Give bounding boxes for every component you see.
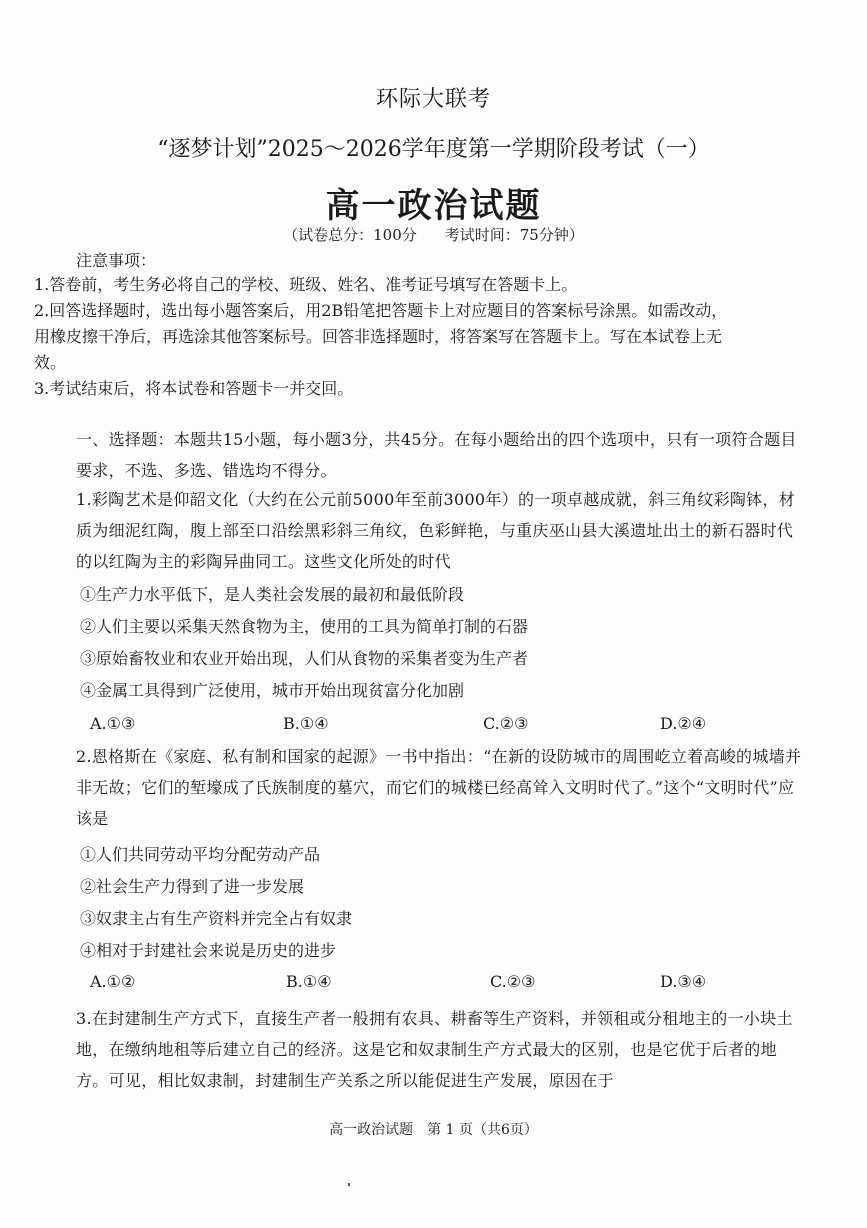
option-d[interactable]: D.③④ bbox=[660, 972, 707, 991]
question-statement: ③奴隶主占有生产资料并完全占有奴隶 bbox=[80, 909, 353, 928]
question-statement: ④金属工具得到广泛使用，城市开始出现贫富分化加剧 bbox=[80, 681, 465, 700]
notice-item: 3.考试结束后，将本试卷和答题卡一并交回。 bbox=[34, 379, 354, 398]
question-statement: ③原始畜牧业和农业开始出现，人们从食物的采集者变为生产者 bbox=[80, 649, 529, 668]
question-options bbox=[90, 969, 810, 995]
paper-title: 高一政治试题 bbox=[325, 186, 542, 226]
exam-info bbox=[0, 224, 867, 245]
option-a[interactable]: A.①③ bbox=[90, 714, 136, 733]
exam-time-info: 考试时间：75分钟） bbox=[444, 226, 584, 244]
option-b[interactable]: B.①④ bbox=[283, 714, 329, 733]
total-score-info: （试卷总分：100分 bbox=[283, 226, 417, 244]
option-d[interactable]: D.②④ bbox=[660, 714, 707, 733]
notice-item: 1.答卷前，考生务必将自己的学校、班级、姓名、准考证号填写在答题卡上。 bbox=[34, 275, 578, 294]
exam-series-name: 环际大联考 bbox=[375, 87, 491, 112]
question-stem: 3.在封建制生产方式下，直接生产者一般拥有农具、耕畜等生产资料，并领租或分租地主的一小块土地，在缴纳地租等后建立自己的经济。这是它和奴隶制生产方式最大的区别，也是它优于后者的地方。可见，相比奴隶制，封建制生产关系之所以能促进生产发展，原因在于 bbox=[76, 1009, 793, 1090]
question-statement: ①生产力水平低下，是人类社会发展的最初和最低阶段 bbox=[80, 585, 465, 604]
exam-session-title: “逐梦计划”2025～2026学年度第一学期阶段考试（一） bbox=[157, 137, 710, 162]
question-stem: 1.彩陶艺术是仰韶文化（大约在公元前5000年至前3000年）的一项卓越成就，斜三角纹彩陶钵，材质为细泥红陶，腹上部至口沿绘黑彩斜三角纹，色彩鲜艳，与重庆巫山县大溪遗址出土的新石器时代的以红陶为主的彩陶异曲同工。这些文化所处的时代 bbox=[76, 490, 796, 571]
question-statement: ②社会生产力得到了进一步发展 bbox=[80, 877, 305, 896]
option-b[interactable]: B.①④ bbox=[286, 972, 332, 991]
question-statement: ②人们主要以采集天然食物为主，使用的工具为简单打制的石器 bbox=[80, 617, 529, 636]
section-instructions: 一、选择题：本题共15小题，每小题3分，共45分。在每小题给出的四个选项中，只有一项符合题目要求，不选、多选、错选均不得分。 bbox=[76, 430, 797, 480]
notice-heading: 注意事项： bbox=[76, 251, 157, 270]
question-statement: ①人们共同劳动平均分配劳动产品 bbox=[80, 845, 321, 864]
question-options bbox=[90, 711, 810, 737]
option-c[interactable]: C.②③ bbox=[490, 972, 536, 991]
option-c[interactable]: C.②③ bbox=[483, 714, 529, 733]
scan-speck bbox=[348, 1183, 350, 1186]
question-stem: 2.恩格斯在《家庭、私有制和国家的起源》一书中指出：“在新的设防城市的周围屹立着高峻的城墙并非无故；它们的堑壕成了氏族制度的墓穴，而它们的城楼已经高耸入文明时代了。”这个“文明时代”应该是 bbox=[76, 747, 802, 828]
page-footer: 高一政治试题 第 1 页（共6页） bbox=[329, 1122, 538, 1138]
option-a[interactable]: A.①② bbox=[90, 972, 136, 991]
notice-item: 2.回答选择题时，选出每小题答案后，用2B铅笔把答题卡上对应题目的答案标号涂黑。如需改动，用橡皮擦干净后，再选涂其他答案标号。回答非选择题时，将答案写在答题卡上。写在本试卷上无效。 bbox=[34, 301, 728, 372]
question-statement: ④相对于封建社会来说是历史的进步 bbox=[80, 941, 337, 960]
